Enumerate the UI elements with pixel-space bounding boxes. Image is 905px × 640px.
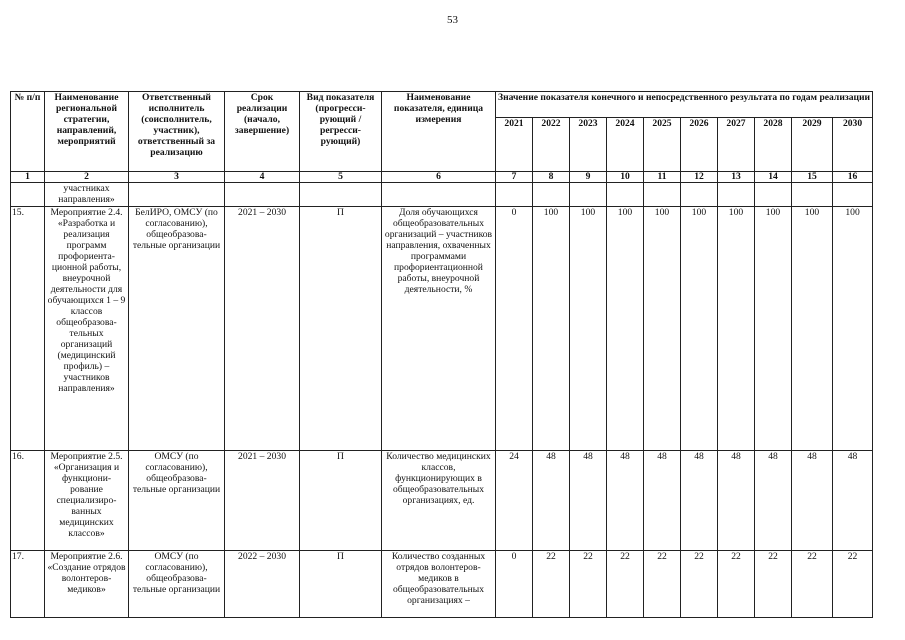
header-year: 2021 [496,118,533,172]
column-number-row [11,172,873,183]
column-number: 2 [45,172,129,183]
table-row [11,451,873,551]
row-value: 22 [570,551,607,618]
header-values-group: Значение показателя конечного и непосредственного результата по годам реализации [496,92,873,118]
header-executor: Ответственный исполнитель (соисполнитель, участник), ответственный за реализацию [129,92,225,172]
row-value: 100 [570,207,607,451]
header-num: № п/п [11,92,45,172]
column-number: 6 [382,172,496,183]
row-num: 15. [11,207,45,451]
page-number: 53 [447,14,458,26]
row-indicator: Количество созданных отрядов волонтеров-медиков в общеобразовательных организациях – [382,551,496,618]
row-name: Мероприятие 2.6. «Создание отрядов волонтеров-медиков» [45,551,129,618]
row-value: 22 [644,551,681,618]
row-value: 48 [681,451,718,551]
column-number: 7 [496,172,533,183]
row-value: 48 [792,451,833,551]
row-num: 17. [11,551,45,618]
row-term: 2022 – 2030 [225,551,300,618]
row-name: Мероприятие 2.4. «Разработка и реализация программ профориента-ционной работы, внеурочной деятельности для обучающихся 1 – 9 классов общеобразова-тельных организаций (медицинский профиль) – участников направления» [45,207,129,451]
row-num: 16. [11,451,45,551]
row-value: 24 [496,451,533,551]
row-executor: ОМСУ (по согласованию), общеобразова-тельные организации [129,551,225,618]
row-type: П [300,451,382,551]
column-number: 9 [570,172,607,183]
row-value: 48 [533,451,570,551]
row-value: 22 [718,551,755,618]
header-indicator: Наименование показателя, единица измерения [382,92,496,172]
row-value: 100 [833,207,873,451]
table-row [11,551,873,618]
row-value: 0 [496,551,533,618]
row-value: 48 [718,451,755,551]
column-number: 1 [11,172,45,183]
continued-row [11,183,873,207]
header-year: 2027 [718,118,755,172]
continued-name: участниках направления» [45,183,129,207]
row-value: 100 [681,207,718,451]
row-value: 100 [644,207,681,451]
table-row [11,207,873,451]
row-value: 22 [792,551,833,618]
header-term: Срок реализации (начало, завершение) [225,92,300,172]
row-value: 22 [681,551,718,618]
row-value: 48 [570,451,607,551]
row-value: 48 [644,451,681,551]
column-number: 12 [681,172,718,183]
row-name: Мероприятие 2.5. «Организация и функциони-рование специализиро-ванных медицинских классов» [45,451,129,551]
column-number: 8 [533,172,570,183]
column-number: 5 [300,172,382,183]
row-value: 48 [755,451,792,551]
row-value: 22 [833,551,873,618]
row-value: 0 [496,207,533,451]
row-value: 48 [833,451,873,551]
column-number: 14 [755,172,792,183]
header-year: 2024 [607,118,644,172]
row-value: 22 [607,551,644,618]
row-indicator: Количество медицинских классов, функционирующих в общеобразовательных организациях, ед. [382,451,496,551]
header-year: 2023 [570,118,607,172]
row-type: П [300,551,382,618]
header-year: 2022 [533,118,570,172]
results-table [10,91,873,618]
row-executor: БелИРО, ОМСУ (по согласованию), общеобразова-тельные организации [129,207,225,451]
row-value: 100 [755,207,792,451]
header-year: 2026 [681,118,718,172]
column-number: 13 [718,172,755,183]
header-year: 2025 [644,118,681,172]
header-year: 2030 [833,118,873,172]
header-year: 2028 [755,118,792,172]
row-indicator: Доля обучающихся общеобразовательных организаций – участников направления, охваченных программами профориентационной работы, внеурочной деятельности, % [382,207,496,451]
column-number: 16 [833,172,873,183]
row-value: 48 [607,451,644,551]
column-number: 10 [607,172,644,183]
header-type: Вид показателя (прогресси-рующий / регресси-рующий) [300,92,382,172]
row-value: 100 [792,207,833,451]
column-number: 11 [644,172,681,183]
row-value: 100 [718,207,755,451]
row-term: 2021 – 2030 [225,207,300,451]
row-value: 22 [755,551,792,618]
row-value: 100 [533,207,570,451]
row-executor: ОМСУ (по согласованию), общеобразова-тельные организации [129,451,225,551]
row-term: 2021 – 2030 [225,451,300,551]
header-name: Наименование региональной стратегии, направлений, мероприятий [45,92,129,172]
column-number: 3 [129,172,225,183]
row-value: 100 [607,207,644,451]
row-type: П [300,207,382,451]
column-number: 4 [225,172,300,183]
header-year: 2029 [792,118,833,172]
row-value: 22 [533,551,570,618]
column-number: 15 [792,172,833,183]
